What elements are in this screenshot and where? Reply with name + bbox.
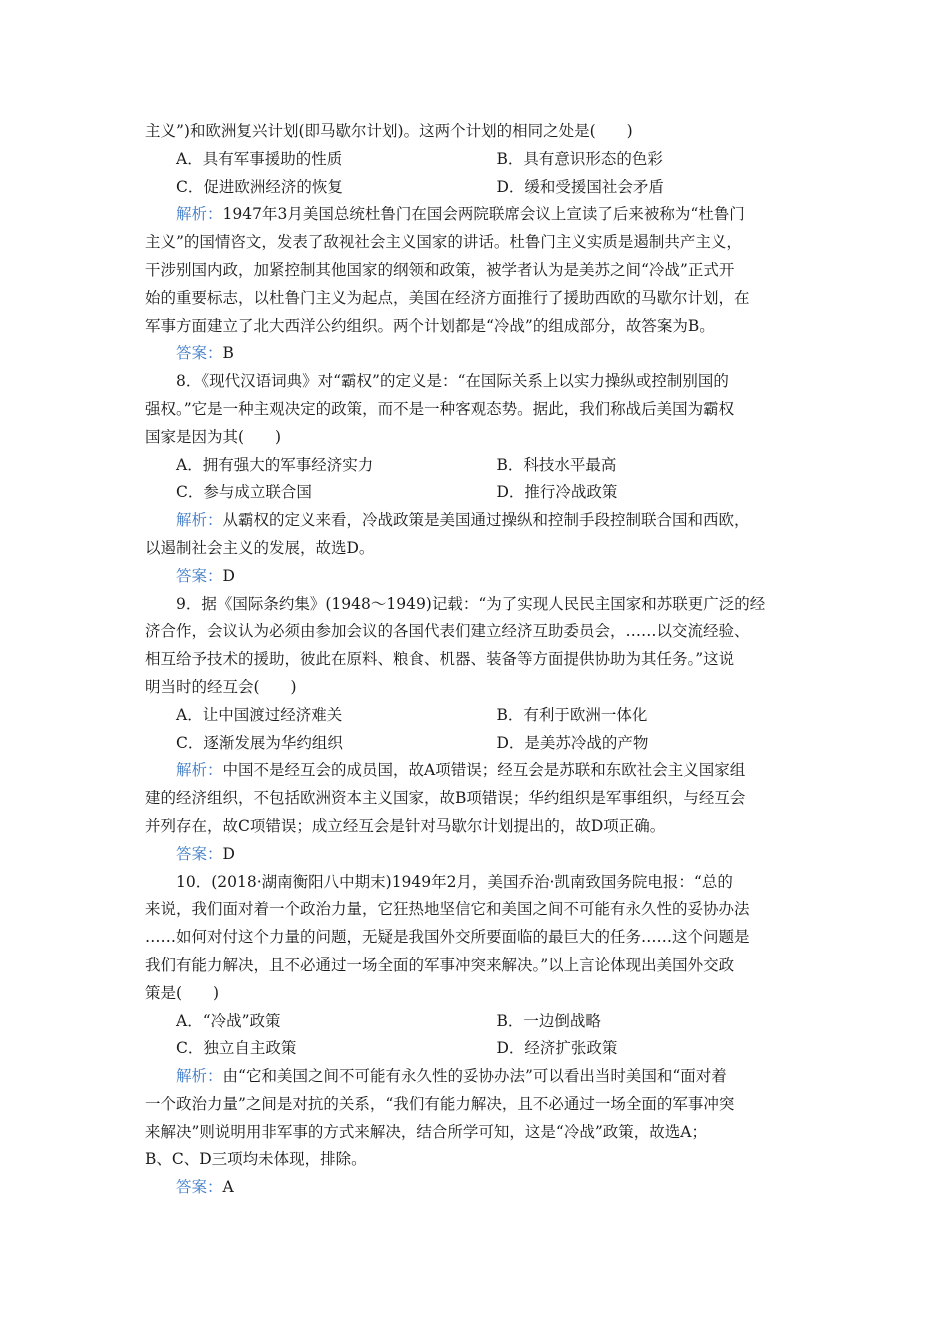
analysis-text: 来解决”则说明用非军事的方式来解决，结合所学可知，这是“冷战”政策，故选A； — [145, 1122, 707, 1141]
analysis-text: 一个政治力量”之间是对抗的关系，“我们有能力解决，且不必通过一场全面的军事冲突 — [145, 1094, 735, 1113]
option-b: B．科技水平最高 — [496, 455, 617, 474]
option-row — [145, 702, 817, 730]
question-stem: 8．《现代汉语词典》对“霸权”的定义是：“在国际关系上以实力操纵或控制别国的 — [176, 372, 729, 391]
option-row — [145, 479, 817, 507]
option-row — [145, 1035, 817, 1063]
analysis-text: 从霸权的定义来看，冷战政策是美国通过操纵和控制手段控制联合国和西欧， — [222, 511, 750, 530]
question-7 — [145, 118, 817, 368]
analysis-line — [145, 201, 817, 229]
option-a: A．拥有强大的军事经济实力 — [176, 455, 374, 474]
analysis-text: 主义”的国情咨文，发表了敌视社会主义国家的讲话。杜鲁门主义实质是遏制共产主义， — [145, 233, 742, 252]
analysis-label: 解析： — [176, 761, 223, 780]
answer-value: D — [222, 844, 235, 863]
answer-line — [145, 563, 817, 591]
option-row — [145, 146, 817, 174]
question-stem: 明当时的经互会( ) — [145, 677, 297, 696]
analysis-text: 由“它和美国之间不可能有永久性的妥协办法”可以看出当时美国和“面对着 — [222, 1067, 727, 1086]
answer-value: B — [222, 344, 234, 363]
analysis-text: B、C、D三项均未体现，排除。 — [145, 1150, 367, 1169]
question-stem: 国家是因为其( ) — [145, 427, 282, 446]
option-c: C．参与成立联合国 — [176, 483, 312, 502]
analysis-text: 以遏制社会主义的发展，故选D。 — [145, 538, 375, 557]
option-a: A．“冷战”政策 — [176, 1011, 281, 1030]
analysis-label: 解析： — [176, 1067, 223, 1086]
document-page — [145, 118, 817, 1202]
analysis-line — [145, 757, 817, 785]
option-b: B．有利于欧洲一体化 — [496, 705, 648, 724]
option-c: C．逐渐发展为华约组织 — [176, 733, 343, 752]
answer-value: D — [222, 566, 235, 585]
question-10 — [145, 869, 817, 1203]
analysis-line — [145, 1063, 817, 1091]
answer-line — [145, 340, 817, 368]
question-9 — [145, 591, 817, 869]
option-c: C．促进欧洲经济的恢复 — [176, 177, 343, 196]
question-8 — [145, 368, 817, 590]
question-stem: 相互给予技术的援助，彼此在原料、粮食、机器、装备等方面提供协助为其任务。”这说 — [145, 650, 735, 669]
question-stem: 策是( ) — [145, 983, 220, 1002]
question-stem: ……如何对付这个力量的问题，无疑是我国外交所要面临的最巨大的任务……这个问题是 — [145, 928, 750, 947]
answer-line — [145, 1174, 817, 1202]
analysis-text: 中国不是经互会的成员国，故A项错误；经互会是苏联和东欧社会主义国家组 — [222, 761, 746, 780]
analysis-label: 解析： — [176, 511, 223, 530]
option-c: C．独立自主政策 — [176, 1039, 297, 1058]
option-b: B．具有意识形态的色彩 — [496, 149, 663, 168]
option-d: D．是美苏冷战的产物 — [496, 733, 649, 752]
analysis-text: 并列存在，故C项错误；成立经互会是针对马歇尔计划提出的，故D项正确。 — [145, 816, 666, 835]
analysis-text: 1947年3月美国总统杜鲁门在国会两院联席会议上宣读了后来被称为“杜鲁门 — [222, 205, 745, 224]
answer-label: 答案： — [176, 566, 223, 585]
question-stem: 我们有能力解决，且不必通过一场全面的军事冲突来解决。”以上言论体现出美国外交政 — [145, 955, 735, 974]
option-d: D．推行冷战政策 — [496, 483, 618, 502]
option-a: A．具有军事援助的性质 — [176, 149, 343, 168]
question-stem: 济合作，会议认为必须由参加会议的各国代表们建立经济互助委员会，……以交流经验、 — [145, 622, 750, 641]
question-stem: 10．(2018·湖南衡阳八中期末)1949年2月，美国乔治·凯南致国务院电报：“总的 — [176, 872, 733, 891]
option-row — [145, 1008, 817, 1036]
analysis-line — [145, 507, 817, 535]
option-row — [145, 452, 817, 480]
analysis-text: 干涉别国内政，加紧控制其他国家的纲领和政策，被学者认为是美苏之间“冷战”正式开 — [145, 260, 735, 279]
option-b: B．一边倒战略 — [496, 1011, 601, 1030]
analysis-text: 始的重要标志，以杜鲁门主义为起点，美国在经济方面推行了援助西欧的马歇尔计划，在 — [145, 288, 750, 307]
option-a: A．让中国渡过经济难关 — [176, 705, 343, 724]
analysis-label: 解析： — [176, 205, 223, 224]
analysis-text: 建的经济组织，不包括欧洲资本主义国家，故B项错误；华约组织是军事组织，与经互会 — [145, 789, 746, 808]
question-stem: 来说，我们面对着一个政治力量，它狂热地坚信它和美国之间不可能有永久性的妥协办法 — [145, 900, 750, 919]
analysis-text: 军事方面建立了北大西洋公约组织。两个计划都是“冷战”的组成部分，故答案为B。 — [145, 316, 715, 335]
answer-line — [145, 841, 817, 869]
answer-value: A — [222, 1178, 234, 1197]
answer-label: 答案： — [176, 344, 223, 363]
option-row — [145, 730, 817, 758]
option-d: D．经济扩张政策 — [496, 1039, 618, 1058]
question-stem: 9．据《国际条约集》(1948～1949)记载：“为了实现人民民主国家和苏联更广泛的经 — [176, 594, 766, 613]
answer-label: 答案： — [176, 1178, 223, 1197]
option-d: D．缓和受援国社会矛盾 — [496, 177, 664, 196]
question-stem: 强权。”它是一种主观决定的政策，而不是一种客观态势。据此，我们称战后美国为霸权 — [145, 399, 735, 418]
option-row — [145, 174, 817, 202]
question-stem: 主义”)和欧洲复兴计划(即马歇尔计划)。这两个计划的相同之处是( ) — [145, 122, 633, 140]
answer-label: 答案： — [176, 844, 223, 863]
